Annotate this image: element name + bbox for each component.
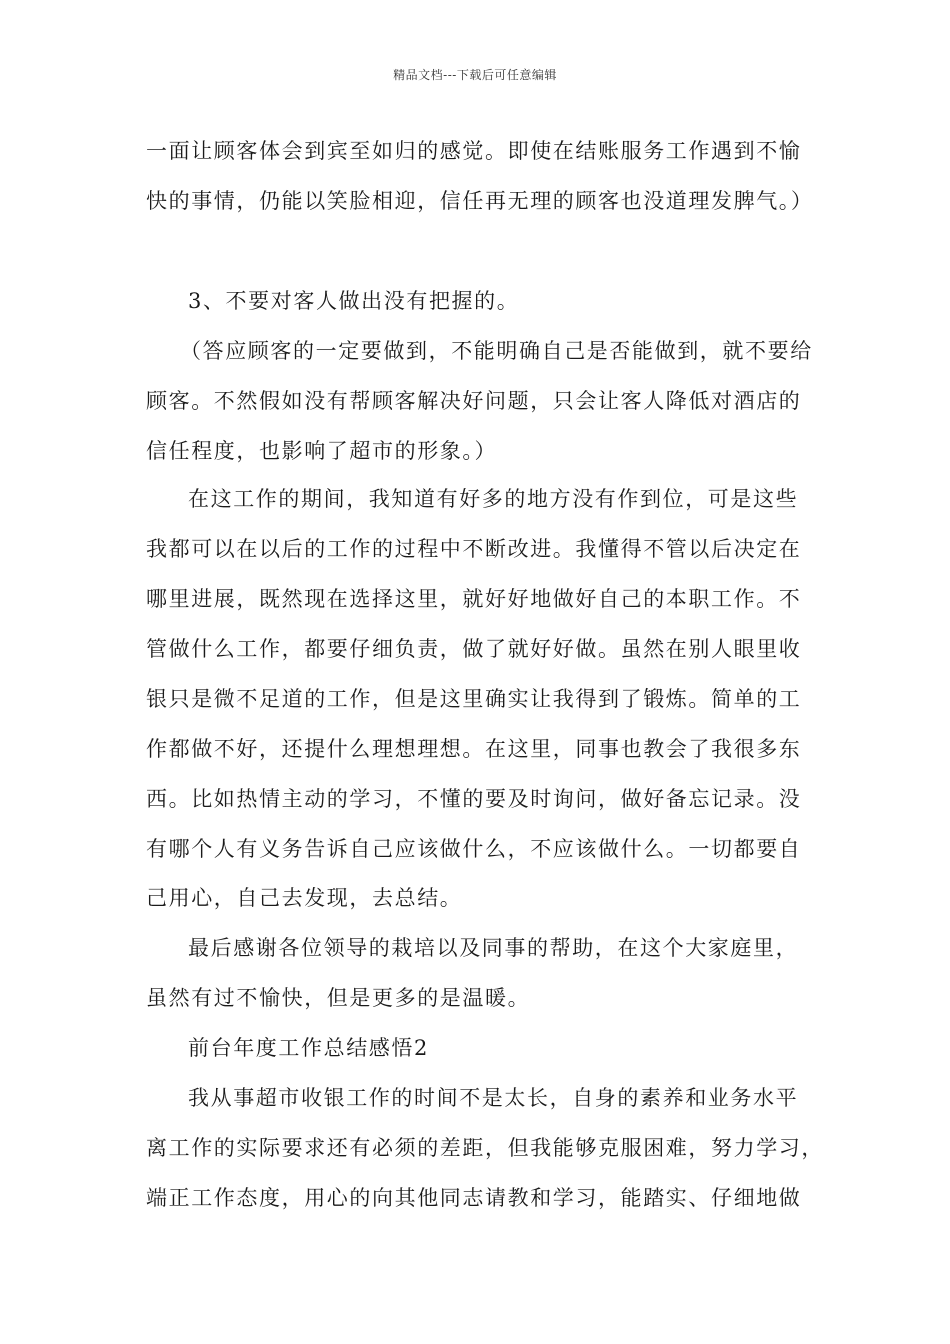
section-heading: 前台年度工作总结感悟2 — [188, 1036, 429, 1060]
text-line: 在这工作的期间，我知道有好多的地方没有作到位，可是这些 — [188, 487, 799, 511]
text-line: 虽然有过不愉快，但是更多的是温暖。 — [146, 986, 531, 1010]
text-line: 信任程度，也影响了超市的形象。） — [146, 439, 498, 463]
text-line: 最后感谢各位领导的栽培以及同事的帮助，在这个大家庭里， — [188, 936, 799, 960]
text-line: 端正工作态度，用心的向其他同志请教和学习，能踏实、仔细地做 — [146, 1186, 802, 1210]
text-line: 3、不要对客人做出没有把握的。 — [188, 289, 520, 313]
text-line: 哪里进展，既然现在选择这里，就好好地做好自己的本职工作。不 — [146, 587, 802, 611]
text-line: 作都做不好，还提什么理想理想。在这里，同事也教会了我很多东 — [146, 737, 802, 761]
text-line: 我从事超市收银工作的时间不是太长，自身的素养和业务水平 — [188, 1086, 799, 1110]
text-line: 管做什么工作，都要仔细负责，做了就好好做。虽然在别人眼里收 — [146, 637, 802, 661]
text-line: 银只是微不足道的工作，但是这里确实让我得到了锻炼。简单的工 — [146, 687, 802, 711]
text-line: 我都可以在以后的工作的过程中不断改进。我懂得不管以后决定在 — [146, 537, 802, 561]
text-line: 有哪个人有义务告诉自己应该做什么，不应该做什么。一切都要自 — [146, 837, 802, 861]
page-header: 精品文档---下载后可任意编辑 — [393, 68, 557, 82]
text-line: 一面让顾客体会到宾至如归的感觉。即使在结账服务工作遇到不愉 — [146, 139, 802, 163]
text-line: 西。比如热情主动的学习，不懂的要及时询问，做好备忘记录。没 — [146, 787, 802, 811]
text-line: 顾客。不然假如没有帮顾客解决好问题，只会让客人降低对酒店的 — [146, 389, 802, 413]
text-line: 离工作的实际要求还有必须的差距，但我能够克服困难，努力学习， — [146, 1136, 824, 1160]
text-line: 己用心，自己去发现，去总结。 — [146, 886, 463, 910]
text-line: （答应顾客的一定要做到，不能明确自己是否能做到，就不要给 — [180, 339, 813, 363]
text-line: 快的事情，仍能以笑脸相迎，信任再无理的顾客也没道理发脾气。） — [146, 189, 814, 213]
